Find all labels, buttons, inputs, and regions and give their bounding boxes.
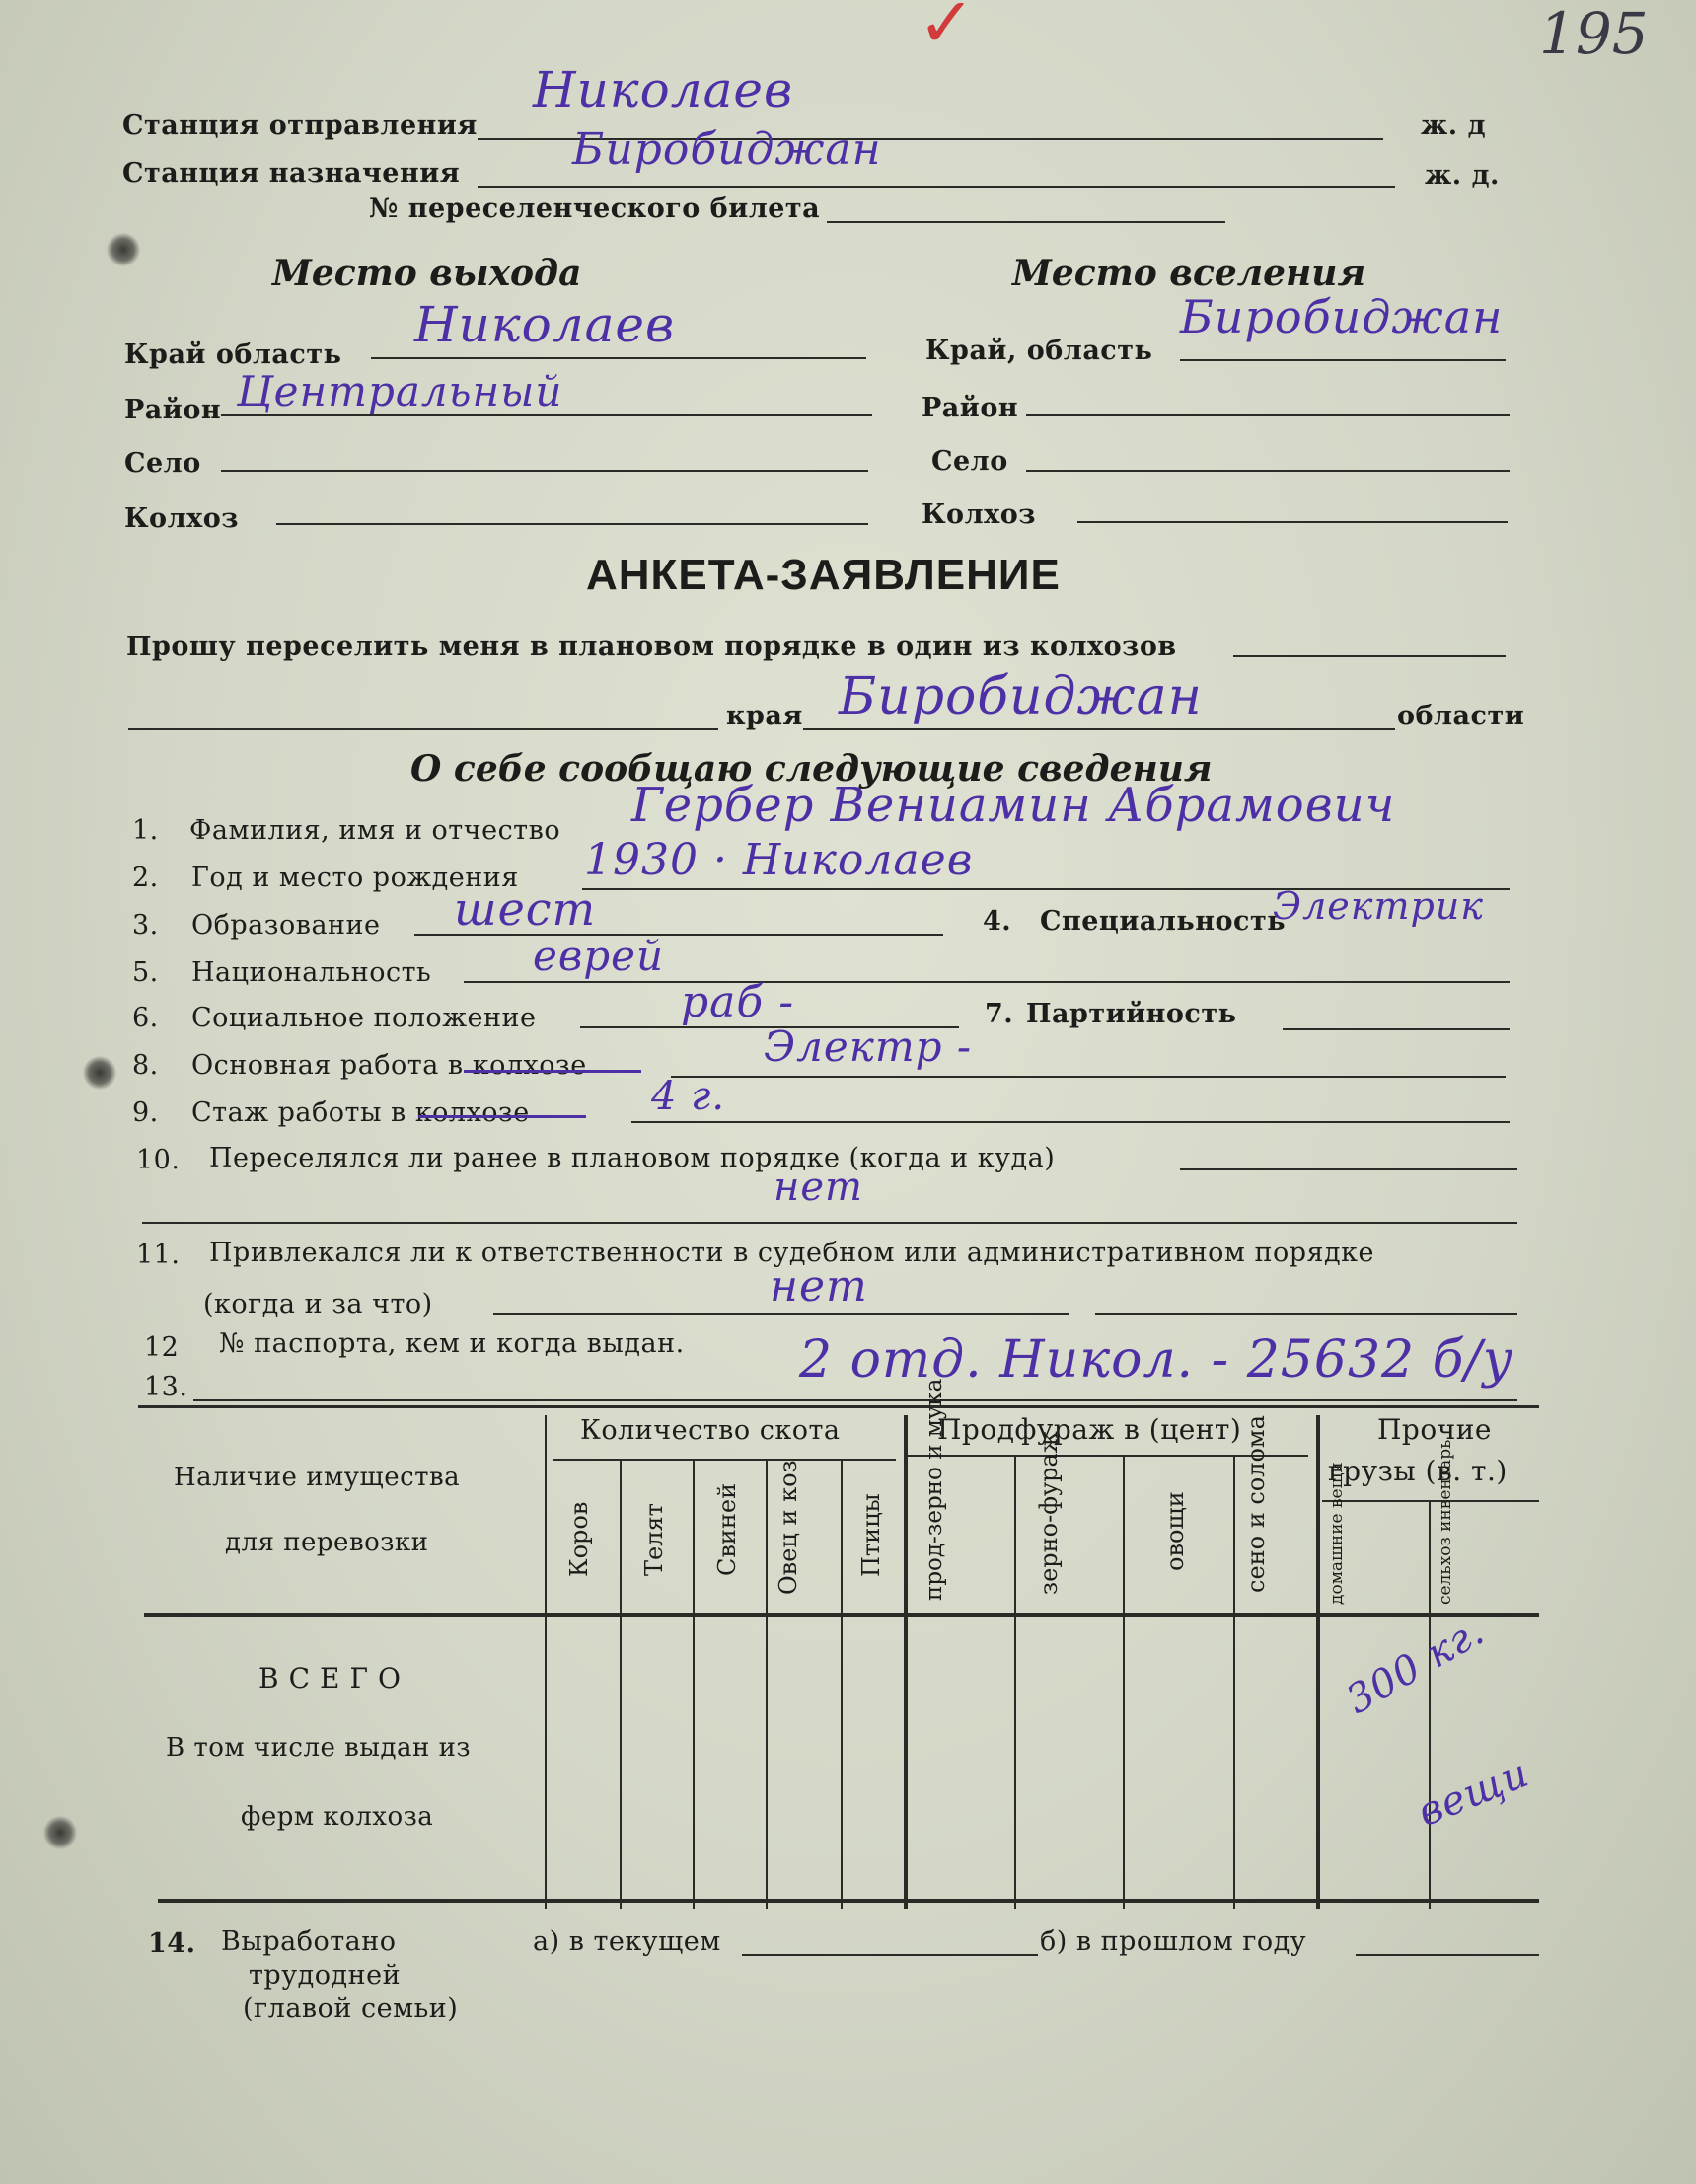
field-13-line <box>193 1399 1517 1401</box>
exit-district-value: Центральный <box>237 367 563 415</box>
col-divider <box>1014 1457 1016 1909</box>
field-11-num: 11. <box>136 1240 181 1270</box>
col-header-grain-fodder: зерно-фураж <box>1035 1431 1063 1595</box>
table-bottom-rule <box>158 1899 1539 1903</box>
exit-kolkhoz-line <box>276 523 868 525</box>
field-8-num: 8. <box>132 1050 159 1081</box>
destination-value: Биробиджан <box>572 124 882 175</box>
field-11-line-b <box>1095 1313 1517 1315</box>
field-5-label: Национальность <box>191 957 432 988</box>
footer-label-3: (главой семьи) <box>243 1994 459 2024</box>
info-heading: О себе сообщаю следующие сведения <box>410 748 1213 790</box>
field-10-line-a <box>1180 1168 1517 1170</box>
col-divider <box>1429 1502 1431 1909</box>
cargo-handwriting-1: 300 кг. <box>1339 1608 1493 1723</box>
col-divider <box>693 1461 695 1909</box>
field-10-num: 10. <box>136 1145 181 1175</box>
departure-suffix: ж. д <box>1421 111 1487 141</box>
departure-label: Станция отправления <box>122 111 478 141</box>
other-subrule <box>1322 1500 1539 1502</box>
request-line-1: Прошу переселить меня в плановом порядке в один из колхозов <box>126 632 1177 662</box>
col-divider <box>766 1461 768 1909</box>
field-5-value: еврей <box>533 932 665 980</box>
request-oblasti-label: области <box>1397 701 1525 731</box>
fodder-group-header: Продфураж в (цент) <box>937 1413 1242 1446</box>
col-divider <box>904 1415 908 1909</box>
col-divider <box>841 1461 843 1909</box>
property-label-2: для перевозки <box>225 1528 429 1557</box>
field-6-value: раб - <box>681 977 795 1027</box>
col-header-sheep-goats: Овец и коз <box>774 1460 802 1595</box>
field-12-num: 12 <box>144 1332 180 1363</box>
settle-region-label: Край, область <box>925 336 1153 366</box>
other-group-header-1: Прочие <box>1377 1413 1492 1446</box>
field-11-value: нет <box>770 1261 868 1312</box>
col-divider <box>1316 1415 1320 1909</box>
field-4-num: 4. <box>983 906 1012 937</box>
punch-hole <box>83 1056 116 1090</box>
field-11-label-2: (когда и за что) <box>203 1289 433 1319</box>
archive-number: 195 <box>1539 0 1649 67</box>
field-12-value: 2 отд. Никол. - 25632 б/у <box>799 1330 1514 1390</box>
field-10-value: нет <box>774 1165 863 1210</box>
footer-label-1: Выработано <box>221 1926 397 1957</box>
footer-current-line <box>742 1954 1038 1956</box>
punch-hole <box>107 233 140 266</box>
departure-value: Николаев <box>533 61 794 118</box>
field-4-label: Специальность <box>1040 906 1287 937</box>
request-kraya-label: края <box>726 701 803 731</box>
field-8-value: Электр - <box>764 1022 973 1071</box>
exit-region-label: Край область <box>124 339 342 370</box>
col-header-poultry: Птицы <box>857 1493 885 1578</box>
cargo-handwriting-2: вещи <box>1411 1750 1536 1836</box>
field-8-label: Основная работа в колхозе <box>191 1050 587 1081</box>
field-5-line <box>464 981 1510 983</box>
table-top-rule <box>138 1405 1539 1408</box>
total-label: ВСЕГО <box>258 1662 410 1694</box>
exit-district-label: Район <box>124 395 222 425</box>
field-1-num: 1. <box>132 815 159 846</box>
field-7-line <box>1283 1028 1510 1030</box>
exit-region-value: Николаев <box>414 296 676 353</box>
settle-place-heading: Место вселения <box>1012 253 1366 294</box>
footer-num: 14. <box>148 1928 196 1959</box>
field-10-label: Переселялся ли ранее в плановом порядке (когда и куда) <box>209 1143 1056 1173</box>
field-9-label: Стаж работы в колхозе <box>191 1097 530 1128</box>
request-kraya-line <box>128 728 718 730</box>
footer-past-label: б) в прошлом году <box>1040 1926 1307 1957</box>
field-6-num: 6. <box>132 1003 159 1033</box>
ticket-line <box>827 221 1225 223</box>
field-9-line <box>631 1121 1510 1123</box>
exit-village-line <box>221 470 868 472</box>
col-header-farm-tools: сельхоз инвентарь <box>1436 1439 1455 1605</box>
settle-kolkhoz-line <box>1077 521 1508 523</box>
col-header-cows: Коров <box>565 1501 593 1578</box>
field-3-num: 3. <box>132 910 159 941</box>
field-1-value: Гербер Вениамин Абрамович <box>631 778 1396 833</box>
field-10-line-b <box>142 1222 1517 1224</box>
footer-label-2: трудодней <box>249 1960 402 1991</box>
settle-region-value: Биробиджан <box>1180 290 1504 343</box>
field-12-label: № паспорта, кем и когда выдан. <box>219 1328 685 1359</box>
col-header-hay-straw: сено и солома <box>1242 1415 1270 1593</box>
livestock-subrule <box>553 1459 896 1461</box>
destination-label: Станция назначения <box>122 158 461 188</box>
check-mark-icon: ✓ <box>918 0 976 63</box>
settle-district-label: Район <box>922 393 1019 423</box>
field-8-strike <box>464 1070 641 1073</box>
exit-kolkhoz-label: Колхоз <box>124 503 239 534</box>
field-3-value: шест <box>454 882 597 936</box>
punch-hole <box>43 1816 77 1849</box>
col-header-household: домашние вещи <box>1327 1462 1347 1605</box>
field-2-label: Год и место рождения <box>191 863 519 893</box>
settle-region-line <box>1180 359 1506 361</box>
col-header-vegetables: овощи <box>1161 1491 1189 1572</box>
form-title: АНКЕТА-ЗАЯВЛЕНИЕ <box>586 551 1061 599</box>
ticket-label: № переселенческого билета <box>369 193 821 224</box>
field-11-label: Привлекался ли к ответственности в судебном или административном порядке <box>209 1238 1375 1268</box>
exit-place-heading: Место выхода <box>272 253 582 294</box>
issued-label-1: В том числе выдан из <box>166 1733 472 1763</box>
field-1-label: Фамилия, имя и отчество <box>189 815 561 846</box>
exit-village-label: Село <box>124 448 201 479</box>
destination-suffix: ж. д. <box>1425 160 1500 190</box>
field-8-line <box>671 1076 1506 1078</box>
col-divider <box>545 1415 547 1909</box>
col-divider <box>1233 1457 1235 1909</box>
footer-past-line <box>1356 1954 1539 1956</box>
field-2-value: 1930 · Николаев <box>584 835 974 885</box>
field-9-strike <box>418 1115 586 1118</box>
field-2-num: 2. <box>132 863 159 893</box>
col-header-pigs: Свиней <box>713 1482 741 1577</box>
col-header-grain-flour: прод-зерно и мука <box>922 1378 947 1601</box>
request-oblasti-line <box>803 728 1395 730</box>
field-3-label: Образование <box>191 910 381 941</box>
col-header-calves: Телят <box>640 1503 668 1576</box>
settle-village-label: Село <box>931 446 1008 477</box>
field-5-num: 5. <box>132 957 159 988</box>
footer-current-label: а) в текущем <box>533 1926 721 1957</box>
issued-label-2: ферм колхоза <box>241 1802 434 1832</box>
exit-region-line <box>371 357 866 359</box>
settle-district-line <box>1026 414 1510 416</box>
destination-line <box>478 186 1395 188</box>
settle-kolkhoz-label: Колхоз <box>922 499 1036 530</box>
property-label-1: Наличие имущества <box>174 1463 461 1492</box>
field-11-line-a <box>493 1313 1069 1315</box>
field-7-label: Партийность <box>1026 999 1237 1029</box>
field-13-num: 13. <box>144 1372 188 1402</box>
livestock-group-header: Количество скота <box>580 1415 841 1446</box>
field-9-value: 4 г. <box>651 1074 726 1119</box>
settle-village-line <box>1026 470 1510 472</box>
field-4-value: Электрик <box>1273 884 1484 928</box>
col-divider <box>1123 1457 1125 1909</box>
other-group-header-2: грузы (в. т.) <box>1328 1455 1508 1487</box>
field-9-num: 9. <box>132 1097 159 1128</box>
request-kolkhoz-line <box>1233 655 1506 657</box>
col-divider <box>620 1461 622 1909</box>
request-kraya-value: Биробиджан <box>839 667 1203 726</box>
field-6-label: Социальное положение <box>191 1003 537 1033</box>
field-7-num: 7. <box>985 999 1014 1029</box>
